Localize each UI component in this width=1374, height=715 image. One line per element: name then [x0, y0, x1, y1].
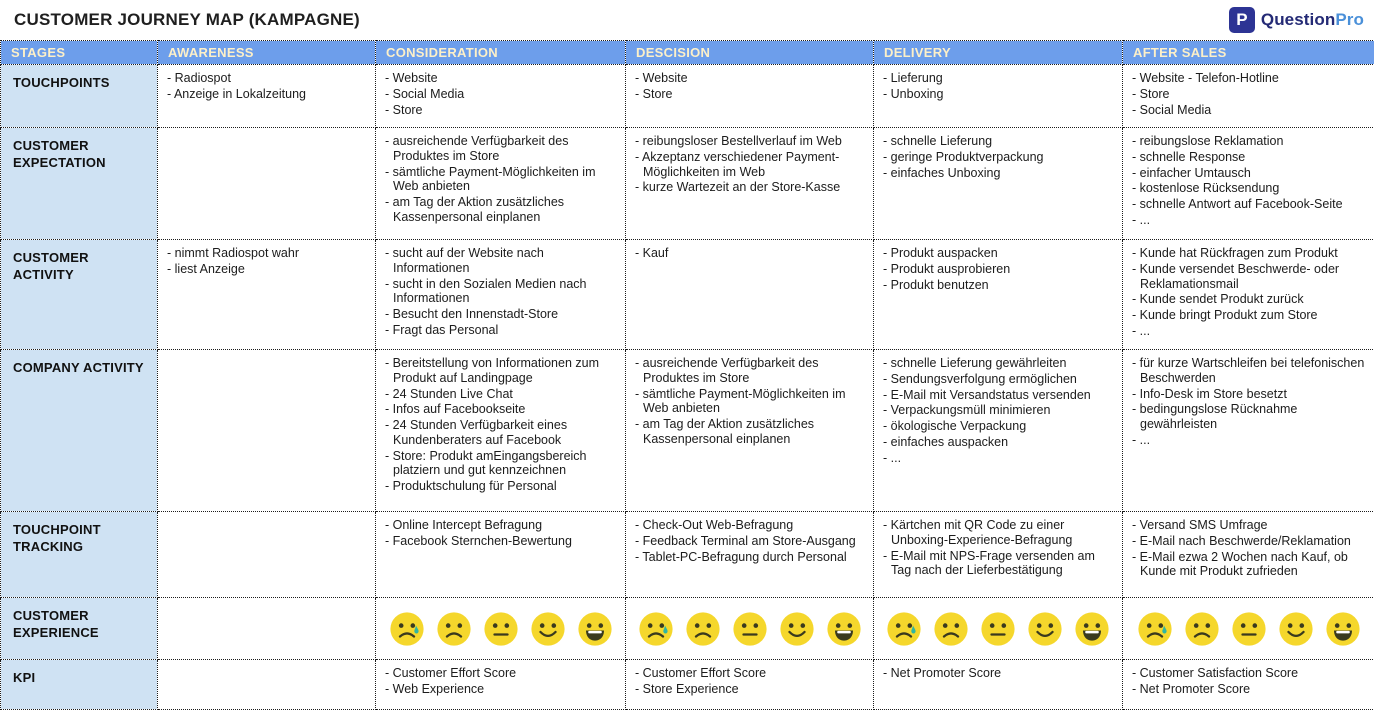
cell-kpi-after-sales	[1123, 660, 1374, 710]
cell-touchpoint-tracking-delivery	[874, 512, 1123, 598]
questionpro-logo[interactable]	[1229, 7, 1364, 33]
table-row	[1, 350, 1374, 512]
bullet-item: - für kurze Wartschleifen bei telefonischen Beschwerden	[1132, 356, 1365, 385]
cell-customer-activity-awareness	[158, 240, 376, 350]
cell-touchpoint-tracking-consideration	[376, 512, 626, 598]
emoji-smile-icon	[1027, 611, 1063, 647]
bullet-item: - am Tag der Aktion zusätzliches Kassenpersonal einplanen	[635, 417, 815, 446]
page-title: CUSTOMER JOURNEY MAP (KAMPAGNE)	[14, 10, 360, 29]
emoji-neutral-icon	[980, 611, 1016, 647]
emoji-scale	[875, 611, 1121, 647]
bullet-item: - Verpackungsmüll minimieren	[883, 403, 1051, 418]
bullet-item: - E-Mail nach Beschwerde/Reklamation	[1132, 533, 1351, 548]
emoji-neutral-icon	[483, 611, 519, 647]
bullet-item: - kostenlose Rücksendung	[1132, 181, 1280, 196]
bullet-item: - Social Media	[385, 86, 465, 101]
bullet-item: - Online Intercept Befragung	[385, 518, 543, 532]
bullet-item: - Akzeptanz verschiedener Payment-Möglichkeiten im Web	[635, 149, 840, 179]
cell-customer-activity-after-sales	[1123, 240, 1374, 350]
bullet-item: - geringe Produktverpackung	[883, 149, 1044, 164]
emoji-sad-tear-icon	[638, 611, 674, 647]
emoji-grin-icon	[1074, 611, 1110, 647]
bullet-item: - Sendungsverfolgung ermöglichen	[883, 371, 1077, 386]
cell-touchpoint-tracking-awareness	[158, 512, 376, 598]
bullet-item: - Store Experience	[635, 681, 739, 696]
cell-touchpoints-delivery	[874, 65, 1123, 128]
emoji-smile-icon	[530, 611, 566, 647]
cell-customer-experience-consideration	[376, 598, 626, 660]
journey-table	[0, 40, 1374, 710]
emoji-grin-icon	[1325, 611, 1361, 647]
bullet-item: - ausreichende Verfügbarkeit des Produktes im Store	[385, 134, 569, 163]
bullet-item: - Kärtchen mit QR Code zu einer Unboxing-Experience-Befragung	[883, 518, 1073, 547]
bullet-item: - Bereitstellung von Informationen zum Produkt auf Landingpage	[385, 356, 599, 385]
cell-touchpoints-descision	[626, 65, 874, 128]
row-label-customer-expectation: CUSTOMER EXPECTATION	[1, 128, 158, 240]
emoji-sad-tear-icon	[886, 611, 922, 647]
emoji-grin-icon	[826, 611, 862, 647]
bullet-item: - Kunde sendet Produkt zurück	[1132, 292, 1304, 307]
bullet-item: - schnelle Antwort auf Facebook-Seite	[1132, 197, 1343, 211]
cell-touchpoints-consideration	[376, 65, 626, 128]
cell-customer-activity-descision	[626, 240, 874, 350]
row-label-customer-activity: CUSTOMER ACTIVITY	[1, 240, 158, 350]
emoji-neutral-icon	[1231, 611, 1267, 647]
bullet-item: - sucht in den Sozialen Medien nach Informationen	[385, 276, 587, 306]
bullet-item: - sämtliche Payment-Möglichkeiten im Web anbieten	[635, 386, 846, 416]
bullet-item: - einfacher Umtausch	[1132, 165, 1251, 180]
bullet-item: - am Tag der Aktion zusätzliches Kassenpersonal einplanen	[385, 195, 565, 224]
bullet-item: - Fragt das Personal	[385, 322, 499, 337]
bullet-item: - Info-Desk im Store besetzt	[1132, 386, 1287, 401]
bullet-item: - Website	[385, 71, 438, 85]
bullet-item: - Customer Satisfaction Score	[1132, 666, 1299, 680]
cell-company-activity-consideration	[376, 350, 626, 512]
bullet-item: - Net Promoter Score	[1132, 681, 1251, 696]
table-row	[1, 65, 1374, 128]
column-header-awareness: AWARENESS	[158, 41, 376, 65]
cell-customer-experience-after-sales	[1123, 598, 1374, 660]
bullet-item: - reibungslose Reklamation	[1132, 134, 1284, 148]
cell-customer-expectation-awareness	[158, 128, 376, 240]
bullet-item: - Website - Telefon-Hotline	[1132, 71, 1279, 85]
bullet-item: - Produkt benutzen	[883, 277, 989, 292]
column-header-after-sales: AFTER SALES	[1123, 41, 1374, 65]
emoji-scale	[627, 611, 872, 647]
column-header-descision: DESCISION	[626, 41, 874, 65]
bullet-item: - ökologische Verpackung	[883, 419, 1027, 433]
bullet-item: - Web Experience	[385, 681, 485, 696]
bullet-item: - Store	[385, 102, 423, 117]
bullet-item: - E-Mail ezwa 2 Wochen nach Kauf, ob Kunde mit Produkt zufrieden	[1132, 549, 1348, 579]
emoji-neutral-icon	[732, 611, 768, 647]
bullet-item: - E-Mail mit Versandstatus versenden	[883, 387, 1091, 402]
bullet-item: - Produktschulung für Personal	[385, 479, 557, 493]
bullet-item: - 24 Stunden Verfügbarkeit eines Kundenberaters auf Facebook	[385, 418, 568, 447]
bullet-item: - Unboxing	[883, 86, 944, 101]
bullet-item: - liest Anzeige	[167, 261, 245, 276]
emoji-sad-icon	[1184, 611, 1220, 647]
emoji-sad-tear-icon	[389, 611, 425, 647]
cell-kpi-awareness	[158, 660, 376, 710]
table-row	[1, 240, 1374, 350]
bullet-item: - nimmt Radiospot wahr	[167, 246, 299, 260]
bullet-item: - Produkt auspacken	[883, 246, 998, 260]
bullet-item: - bedingungslose Rücknahme gewährleisten	[1132, 402, 1298, 431]
cell-company-activity-descision	[626, 350, 874, 512]
emoji-scale	[377, 611, 624, 647]
table-row	[1, 128, 1374, 240]
brand-question: Question	[1260, 10, 1336, 29]
bullet-item: - Social Media	[1132, 102, 1212, 117]
brand-pro: Pro	[1335, 10, 1364, 29]
cell-kpi-consideration	[376, 660, 626, 710]
bullet-item: - Produkt ausprobieren	[883, 261, 1011, 276]
bullet-item: - ausreichende Verfügbarkeit des Produktes im Store	[635, 356, 819, 385]
emoji-sad-icon	[436, 611, 472, 647]
bullet-item: - Net Promoter Score	[883, 666, 1002, 680]
bullet-item: - Store	[1132, 86, 1170, 101]
emoji-smile-icon	[779, 611, 815, 647]
emoji-scale	[1124, 611, 1373, 647]
cell-kpi-delivery	[874, 660, 1123, 710]
bullet-item: - sucht auf der Website nach Informationen	[385, 246, 544, 275]
bullet-item: - Feedback Terminal am Store-Ausgang	[635, 533, 856, 548]
bullet-item: - Kunde bringt Produkt zum Store	[1132, 308, 1318, 322]
bullet-item: - Radiospot	[167, 71, 231, 85]
cell-touchpoint-tracking-descision	[626, 512, 874, 598]
cell-customer-activity-delivery	[874, 240, 1123, 350]
bullet-item: - schnelle Lieferung	[883, 134, 993, 148]
column-header-delivery: DELIVERY	[874, 41, 1123, 65]
bullet-item: - Versand SMS Umfrage	[1132, 518, 1268, 532]
bullet-item: - Tablet-PC-Befragung durch Personal	[635, 549, 847, 564]
bullet-item: - Kunde hat Rückfragen zum Produkt	[1132, 246, 1338, 260]
column-header-stages: STAGES	[1, 41, 158, 65]
row-label-customer-experience: CUSTOMER EXPERIENCE	[1, 598, 158, 660]
table-row	[1, 512, 1374, 598]
cell-customer-expectation-consideration	[376, 128, 626, 240]
cell-customer-experience-awareness	[158, 598, 376, 660]
cell-company-activity-after-sales	[1123, 350, 1374, 512]
cell-kpi-descision	[626, 660, 874, 710]
bullet-item: - reibungsloser Bestellverlauf im Web	[635, 134, 842, 148]
row-label-company-activity: COMPANY ACTIVITY	[1, 350, 158, 512]
bullet-item: - Kunde versendet Beschwerde- oder Reklamationsmail	[1132, 261, 1340, 291]
cell-customer-experience-delivery	[874, 598, 1123, 660]
emoji-sad-icon	[933, 611, 969, 647]
emoji-sad-tear-icon	[1137, 611, 1173, 647]
bullet-item: - Facebook Sternchen-Bewertung	[385, 533, 572, 548]
bullet-item: - Store	[635, 86, 673, 101]
cell-customer-expectation-after-sales	[1123, 128, 1374, 240]
bullet-item: - Customer Effort Score	[635, 666, 767, 680]
cell-customer-expectation-descision	[626, 128, 874, 240]
bullet-item: - ...	[1132, 212, 1151, 227]
cell-company-activity-awareness	[158, 350, 376, 512]
bullet-item: - kurze Wartezeit an der Store-Kasse	[635, 180, 841, 195]
table-row	[1, 660, 1374, 710]
emoji-smile-icon	[1278, 611, 1314, 647]
bullet-item: - schnelle Response	[1132, 149, 1246, 164]
bullet-item: - einfaches auspacken	[883, 434, 1009, 449]
bullet-item: - Check-Out Web-Befragung	[635, 518, 794, 532]
bullet-item: - einfaches Unboxing	[883, 165, 1001, 180]
bullet-item: - Infos auf Facebookseite	[385, 402, 526, 417]
bullet-item: - ...	[1132, 323, 1151, 338]
bullet-item: - E-Mail mit NPS-Frage versenden am Tag nach der Lieferbestätigung	[883, 548, 1095, 578]
bullet-item: - Kauf	[635, 246, 669, 260]
row-label-kpi: KPI	[1, 660, 158, 710]
bullet-item: - ...	[883, 450, 902, 465]
cell-customer-expectation-delivery	[874, 128, 1123, 240]
bullet-item: - Customer Effort Score	[385, 666, 517, 680]
cell-touchpoints-awareness	[158, 65, 376, 128]
row-label-touchpoint-tracking: TOUCHPOINT TRACKING	[1, 512, 158, 598]
column-header-consideration: CONSIDERATION	[376, 41, 626, 65]
bullet-item: - Lieferung	[883, 71, 943, 85]
header-row	[1, 41, 1374, 65]
questionpro-icon: P	[1229, 7, 1255, 33]
cell-customer-activity-consideration	[376, 240, 626, 350]
bullet-item: - Store: Produkt amEingangsbereich platziern und gut kennzeichnen	[385, 448, 587, 478]
title-bar	[0, 0, 1374, 40]
brand-text	[1261, 10, 1364, 30]
bullet-item: - Besucht den Innenstadt-Store	[385, 307, 559, 321]
cell-company-activity-delivery	[874, 350, 1123, 512]
bullet-item: - ...	[1132, 432, 1151, 447]
cell-touchpoints-after-sales	[1123, 65, 1374, 128]
emoji-sad-icon	[685, 611, 721, 647]
bullet-item: - Anzeige in Lokalzeitung	[167, 86, 306, 101]
cell-touchpoint-tracking-after-sales	[1123, 512, 1374, 598]
bullet-item: - 24 Stunden Live Chat	[385, 386, 513, 401]
table-row	[1, 598, 1374, 660]
bullet-item: - schnelle Lieferung gewährleiten	[883, 356, 1067, 370]
bullet-item: - Website	[635, 71, 688, 85]
emoji-grin-icon	[577, 611, 613, 647]
bullet-item: - sämtliche Payment-Möglichkeiten im Web anbieten	[385, 164, 596, 194]
cell-customer-experience-descision	[626, 598, 874, 660]
row-label-touchpoints: TOUCHPOINTS	[1, 65, 158, 128]
